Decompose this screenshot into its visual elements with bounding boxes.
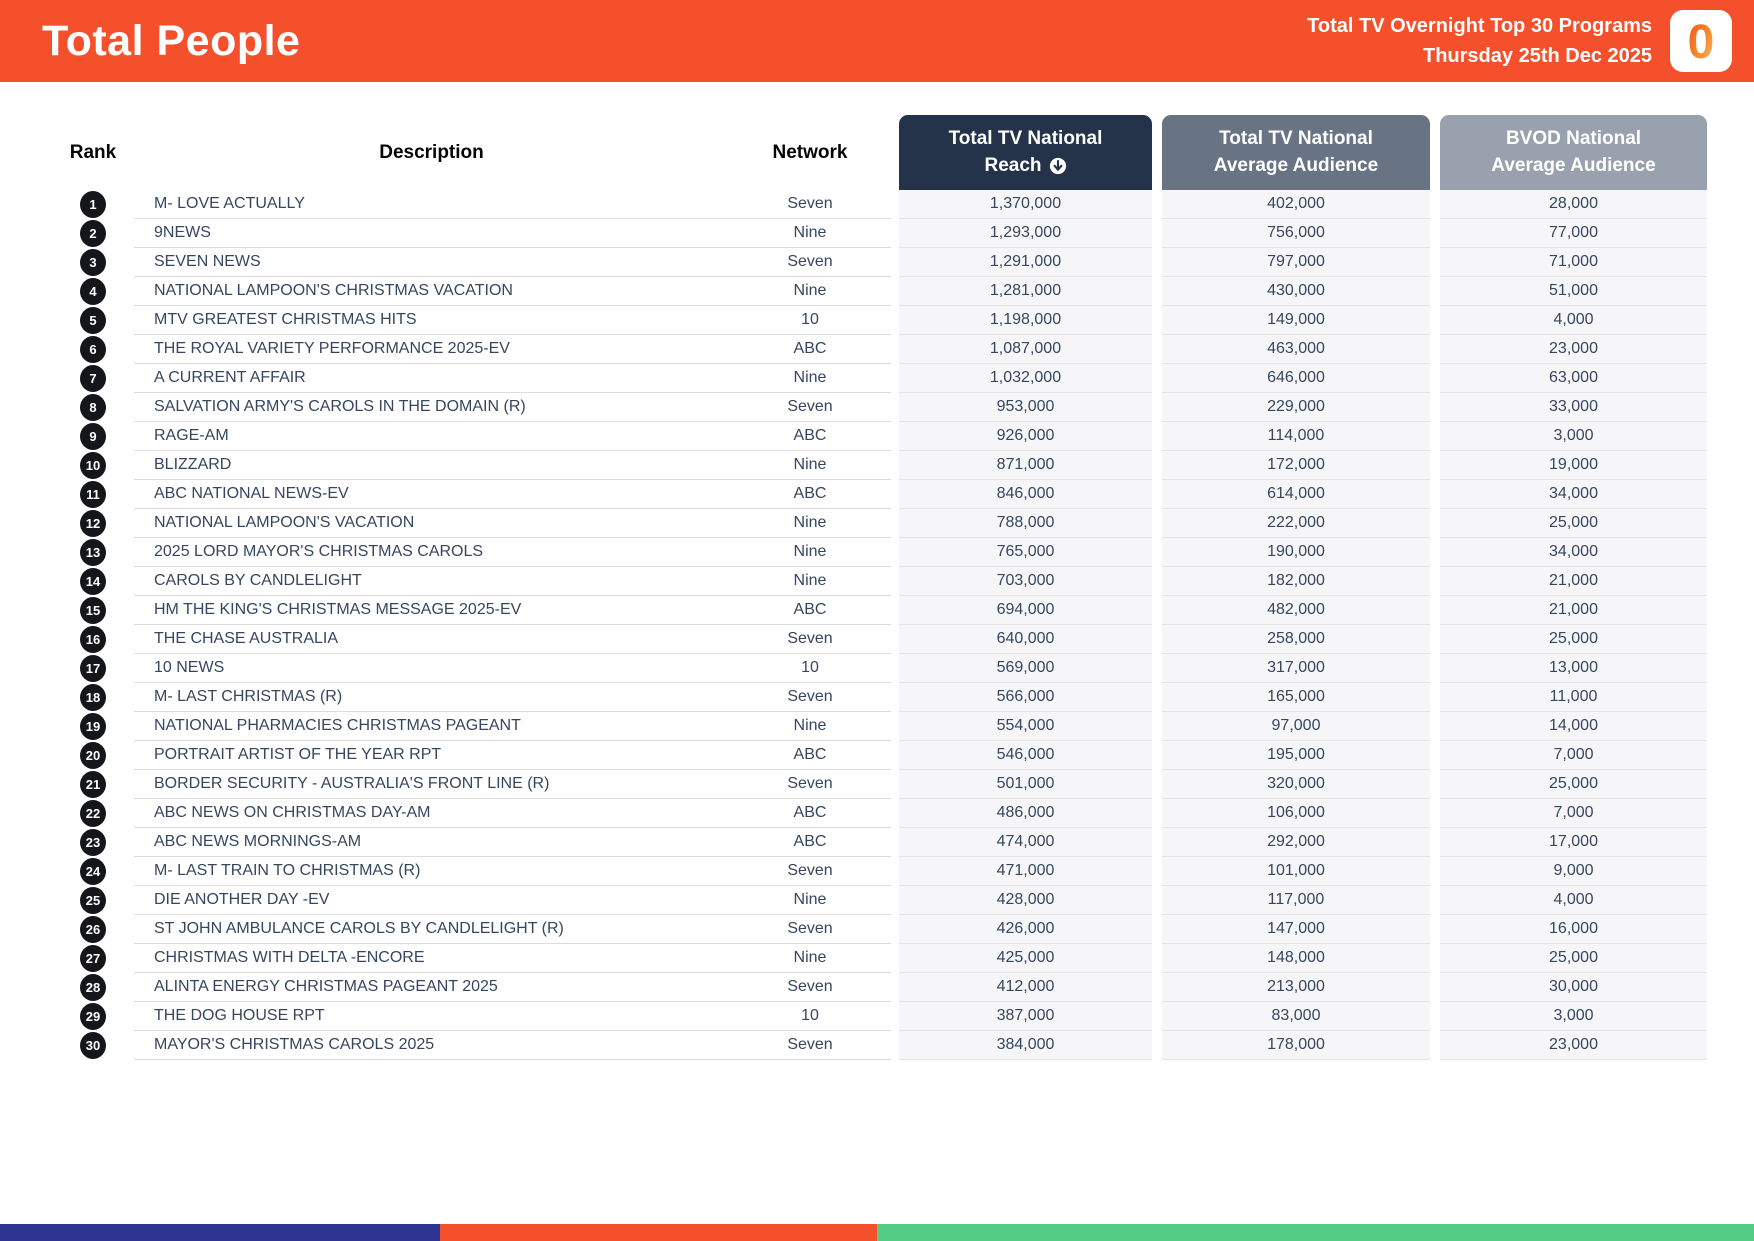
program-network: ABC (729, 828, 891, 857)
program-description: ABC NEWS ON CHRISTMAS DAY-AM (134, 799, 729, 828)
rank-cell (52, 393, 134, 422)
reach-header-line1: Total TV National (948, 127, 1103, 149)
table-header-row (52, 115, 1754, 190)
total-tv-national-average-audience-value: 756,000 (1162, 219, 1430, 248)
table-row (52, 306, 1754, 335)
total-tv-national-reach-value: 501,000 (899, 770, 1152, 799)
program-network: Seven (729, 857, 891, 886)
bvod-national-average-audience-value: 25,000 (1440, 509, 1707, 538)
table-row (52, 973, 1754, 1002)
program-description: A CURRENT AFFAIR (134, 364, 729, 393)
rank-cell (52, 712, 134, 741)
program-description: BORDER SECURITY - AUSTRALIA'S FRONT LINE (R) (134, 770, 729, 799)
program-description: 9NEWS (134, 219, 729, 248)
bvod-national-average-audience-value: 23,000 (1440, 335, 1707, 364)
total-tv-national-reach-value: 426,000 (899, 915, 1152, 944)
rank-badge: 1 (80, 191, 106, 218)
table-row (52, 625, 1754, 654)
total-tv-national-reach-value: 412,000 (899, 973, 1152, 1002)
table-row (52, 335, 1754, 364)
program-network: Seven (729, 248, 891, 277)
bvod-national-average-audience-value: 3,000 (1440, 422, 1707, 451)
total-tv-national-average-audience-value: 148,000 (1162, 944, 1430, 973)
column-header-bvod-national-average-audience (1440, 115, 1707, 190)
program-description: M- LAST TRAIN TO CHRISTMAS (R) (134, 857, 729, 886)
rank-cell (52, 335, 134, 364)
total-tv-national-reach-value: 953,000 (899, 393, 1152, 422)
rank-cell (52, 509, 134, 538)
rank-badge: 24 (80, 858, 106, 885)
total-tv-national-average-audience-value: 114,000 (1162, 422, 1430, 451)
bvod-national-average-audience-value: 25,000 (1440, 944, 1707, 973)
total-tv-national-reach-value: 471,000 (899, 857, 1152, 886)
program-description: THE ROYAL VARIETY PERFORMANCE 2025-EV (134, 335, 729, 364)
avg-header-line2: Average Audience (1213, 154, 1379, 176)
footer-color-bar (0, 1224, 1754, 1241)
report-subtitle-line1: Total TV Overnight Top 30 Programs (1307, 15, 1652, 37)
program-description: SALVATION ARMY'S CAROLS IN THE DOMAIN (R) (134, 393, 729, 422)
table-body (52, 190, 1754, 1060)
bvod-national-average-audience-value: 3,000 (1440, 1002, 1707, 1031)
top30-table (0, 115, 1754, 1060)
table-row (52, 712, 1754, 741)
program-network: Seven (729, 683, 891, 712)
program-network: Nine (729, 567, 891, 596)
rank-cell (52, 480, 134, 509)
program-network: Nine (729, 219, 891, 248)
total-tv-national-average-audience-value: 106,000 (1162, 799, 1430, 828)
bvod-national-average-audience-value: 63,000 (1440, 364, 1707, 393)
total-tv-national-average-audience-value: 614,000 (1162, 480, 1430, 509)
total-tv-national-average-audience-value: 213,000 (1162, 973, 1430, 1002)
bvod-national-average-audience-value: 25,000 (1440, 770, 1707, 799)
bvod-national-average-audience-value: 34,000 (1440, 538, 1707, 567)
rank-cell (52, 886, 134, 915)
table-row (52, 828, 1754, 857)
total-tv-national-reach-value: 384,000 (899, 1031, 1152, 1060)
table-row (52, 538, 1754, 567)
rank-badge: 3 (80, 249, 106, 276)
bvod-header-line1: BVOD National (1505, 127, 1642, 149)
program-description: ABC NATIONAL NEWS-EV (134, 480, 729, 509)
total-tv-national-average-audience-value: 147,000 (1162, 915, 1430, 944)
bvod-national-average-audience-value: 21,000 (1440, 596, 1707, 625)
bvod-national-average-audience-value: 25,000 (1440, 625, 1707, 654)
total-tv-national-reach-value: 926,000 (899, 422, 1152, 451)
total-tv-national-reach-value: 1,032,000 (899, 364, 1152, 393)
program-network: Seven (729, 915, 891, 944)
rank-badge: 16 (80, 626, 106, 653)
total-tv-national-average-audience-value: 97,000 (1162, 712, 1430, 741)
total-tv-national-average-audience-value: 258,000 (1162, 625, 1430, 654)
total-tv-national-average-audience-value: 229,000 (1162, 393, 1430, 422)
total-tv-national-reach-value: 846,000 (899, 480, 1152, 509)
table-row (52, 451, 1754, 480)
table-row (52, 567, 1754, 596)
total-tv-national-average-audience-value: 178,000 (1162, 1031, 1430, 1060)
program-description: BLIZZARD (134, 451, 729, 480)
bvod-national-average-audience-value: 51,000 (1440, 277, 1707, 306)
table-row (52, 1031, 1754, 1060)
rank-badge: 12 (80, 510, 106, 537)
total-tv-national-reach-value: 546,000 (899, 741, 1152, 770)
program-network: Seven (729, 393, 891, 422)
total-tv-national-average-audience-value: 292,000 (1162, 828, 1430, 857)
program-description: MAYOR'S CHRISTMAS CAROLS 2025 (134, 1031, 729, 1060)
bvod-national-average-audience-value: 23,000 (1440, 1031, 1707, 1060)
table-row (52, 480, 1754, 509)
rank-cell (52, 219, 134, 248)
rank-cell (52, 596, 134, 625)
program-description: NATIONAL PHARMACIES CHRISTMAS PAGEANT (134, 712, 729, 741)
program-description: THE DOG HOUSE RPT (134, 1002, 729, 1031)
program-description: 10 NEWS (134, 654, 729, 683)
program-description: PORTRAIT ARTIST OF THE YEAR RPT (134, 741, 729, 770)
program-description: ST JOHN AMBULANCE CAROLS BY CANDLELIGHT (R) (134, 915, 729, 944)
column-header-rank: Rank (69, 141, 117, 163)
rank-cell (52, 857, 134, 886)
bvod-national-average-audience-value: 33,000 (1440, 393, 1707, 422)
oztam-logo-zero-icon (1679, 13, 1723, 69)
table-row (52, 654, 1754, 683)
total-tv-national-average-audience-value: 172,000 (1162, 451, 1430, 480)
table-row (52, 799, 1754, 828)
rank-badge: 25 (80, 887, 106, 914)
program-description: SEVEN NEWS (134, 248, 729, 277)
rank-badge: 19 (80, 713, 106, 740)
total-tv-national-average-audience-value: 190,000 (1162, 538, 1430, 567)
program-description: M- LAST CHRISTMAS (R) (134, 683, 729, 712)
program-description: NATIONAL LAMPOON'S CHRISTMAS VACATION (134, 277, 729, 306)
rank-badge: 5 (80, 307, 106, 334)
column-header-total-tv-national-average-audience (1162, 115, 1430, 190)
total-tv-national-reach-value: 640,000 (899, 625, 1152, 654)
total-tv-national-reach-value: 703,000 (899, 567, 1152, 596)
table-row (52, 741, 1754, 770)
program-network: 10 (729, 306, 891, 335)
bvod-national-average-audience-value: 28,000 (1440, 190, 1707, 219)
report-header (0, 0, 1754, 82)
bvod-header-line2: Average Audience (1491, 154, 1656, 176)
report-subtitle (1307, 11, 1652, 71)
total-tv-national-reach-value: 474,000 (899, 828, 1152, 857)
footer-bar-segment-green (877, 1224, 1754, 1241)
rank-cell (52, 828, 134, 857)
program-network: Nine (729, 364, 891, 393)
rank-cell (52, 770, 134, 799)
bvod-national-average-audience-value: 4,000 (1440, 306, 1707, 335)
bvod-national-average-audience-value: 4,000 (1440, 886, 1707, 915)
program-network: Nine (729, 451, 891, 480)
rank-cell (52, 944, 134, 973)
table-row (52, 886, 1754, 915)
total-tv-national-reach-value: 871,000 (899, 451, 1152, 480)
total-tv-national-average-audience-value: 101,000 (1162, 857, 1430, 886)
total-tv-national-reach-value: 486,000 (899, 799, 1152, 828)
table-row (52, 683, 1754, 712)
program-network: Seven (729, 973, 891, 1002)
table-row (52, 219, 1754, 248)
rank-cell (52, 538, 134, 567)
total-tv-national-average-audience-value: 317,000 (1162, 654, 1430, 683)
rank-cell (52, 654, 134, 683)
rank-badge: 26 (80, 916, 106, 943)
total-tv-national-reach-value: 1,293,000 (899, 219, 1152, 248)
column-header-network: Network (772, 141, 848, 163)
rank-badge: 30 (80, 1032, 106, 1059)
program-description: MTV GREATEST CHRISTMAS HITS (134, 306, 729, 335)
rank-badge: 28 (80, 974, 106, 1001)
table-row (52, 422, 1754, 451)
table-row (52, 248, 1754, 277)
total-tv-national-average-audience-value: 195,000 (1162, 741, 1430, 770)
total-tv-national-average-audience-value: 320,000 (1162, 770, 1430, 799)
program-network: Nine (729, 277, 891, 306)
bvod-national-average-audience-value: 30,000 (1440, 973, 1707, 1002)
total-tv-national-reach-value: 788,000 (899, 509, 1152, 538)
bvod-national-average-audience-value: 17,000 (1440, 828, 1707, 857)
footer-bar-segment-orange (440, 1224, 877, 1241)
table-row (52, 915, 1754, 944)
program-description: ALINTA ENERGY CHRISTMAS PAGEANT 2025 (134, 973, 729, 1002)
rank-badge: 29 (80, 1003, 106, 1030)
program-network: Seven (729, 190, 891, 219)
bvod-national-average-audience-value: 14,000 (1440, 712, 1707, 741)
rank-badge: 13 (80, 539, 106, 566)
bvod-national-average-audience-value: 16,000 (1440, 915, 1707, 944)
svg-text:0: 0 (1687, 16, 1715, 69)
program-network: Nine (729, 712, 891, 741)
total-tv-national-average-audience-value: 482,000 (1162, 596, 1430, 625)
rank-cell (52, 1031, 134, 1060)
rank-cell (52, 973, 134, 1002)
total-tv-national-average-audience-value: 83,000 (1162, 1002, 1430, 1031)
rank-cell (52, 625, 134, 654)
program-network: Nine (729, 509, 891, 538)
program-network: ABC (729, 741, 891, 770)
bvod-national-average-audience-value: 21,000 (1440, 567, 1707, 596)
bvod-national-average-audience-value: 77,000 (1440, 219, 1707, 248)
rank-badge: 14 (80, 568, 106, 595)
bvod-national-average-audience-value: 7,000 (1440, 799, 1707, 828)
program-network: ABC (729, 596, 891, 625)
program-network: Seven (729, 625, 891, 654)
table-row (52, 190, 1754, 219)
rank-cell (52, 567, 134, 596)
bvod-national-average-audience-value: 34,000 (1440, 480, 1707, 509)
program-network: 10 (729, 654, 891, 683)
rank-cell (52, 364, 134, 393)
rank-cell (52, 422, 134, 451)
rank-cell (52, 1002, 134, 1031)
rank-cell (52, 306, 134, 335)
program-network: Seven (729, 1031, 891, 1060)
rank-badge: 8 (80, 394, 106, 421)
program-network: Seven (729, 770, 891, 799)
total-tv-national-reach-value: 1,370,000 (899, 190, 1152, 219)
program-network: Nine (729, 538, 891, 567)
total-tv-national-average-audience-value: 117,000 (1162, 886, 1430, 915)
program-description: CAROLS BY CANDLELIGHT (134, 567, 729, 596)
total-tv-national-average-audience-value: 430,000 (1162, 277, 1430, 306)
rank-cell (52, 451, 134, 480)
rank-badge: 6 (80, 336, 106, 363)
table-row (52, 277, 1754, 306)
rank-cell (52, 741, 134, 770)
rank-cell (52, 915, 134, 944)
total-tv-national-average-audience-value: 463,000 (1162, 335, 1430, 364)
rank-badge: 23 (80, 829, 106, 856)
bvod-national-average-audience-value: 71,000 (1440, 248, 1707, 277)
rank-badge: 10 (80, 452, 106, 479)
program-description: DIE ANOTHER DAY -EV (134, 886, 729, 915)
total-tv-national-average-audience-value: 797,000 (1162, 248, 1430, 277)
column-header-description: Description (379, 141, 484, 163)
table-row (52, 944, 1754, 973)
total-tv-national-reach-value: 428,000 (899, 886, 1152, 915)
program-description: CHRISTMAS WITH DELTA -ENCORE (134, 944, 729, 973)
rank-badge: 9 (80, 423, 106, 450)
program-description: NATIONAL LAMPOON'S VACATION (134, 509, 729, 538)
table-row (52, 1002, 1754, 1031)
rank-cell (52, 799, 134, 828)
reach-header-line2: Reach (984, 154, 1042, 176)
bvod-national-average-audience-value: 9,000 (1440, 857, 1707, 886)
rank-cell (52, 277, 134, 306)
rank-badge: 2 (80, 220, 106, 247)
bvod-national-average-audience-value: 7,000 (1440, 741, 1707, 770)
program-network: 10 (729, 1002, 891, 1031)
program-network: ABC (729, 335, 891, 364)
total-tv-national-reach-value: 1,291,000 (899, 248, 1152, 277)
total-tv-national-reach-value: 554,000 (899, 712, 1152, 741)
program-description: THE CHASE AUSTRALIA (134, 625, 729, 654)
total-tv-national-reach-value: 387,000 (899, 1002, 1152, 1031)
rank-cell (52, 190, 134, 219)
rank-badge: 21 (80, 771, 106, 798)
total-tv-national-average-audience-value: 646,000 (1162, 364, 1430, 393)
bvod-national-average-audience-value: 11,000 (1440, 683, 1707, 712)
program-description: 2025 LORD MAYOR'S CHRISTMAS CAROLS (134, 538, 729, 567)
program-network: ABC (729, 480, 891, 509)
circle-arrow-down-icon[interactable] (1049, 157, 1067, 175)
program-network: ABC (729, 799, 891, 828)
report-subtitle-line2: Thursday 25th Dec 2025 (1423, 45, 1652, 67)
rank-badge: 20 (80, 742, 106, 769)
total-tv-national-reach-value: 425,000 (899, 944, 1152, 973)
total-tv-national-reach-value: 566,000 (899, 683, 1152, 712)
total-tv-national-average-audience-value: 165,000 (1162, 683, 1430, 712)
table-row (52, 596, 1754, 625)
rank-badge: 4 (80, 278, 106, 305)
total-tv-national-reach-value: 1,281,000 (899, 277, 1152, 306)
total-tv-national-reach-value: 694,000 (899, 596, 1152, 625)
footer-bar-segment-indigo (0, 1224, 440, 1241)
rank-badge: 11 (80, 481, 106, 508)
bvod-national-average-audience-value: 13,000 (1440, 654, 1707, 683)
program-network: Nine (729, 944, 891, 973)
total-tv-national-reach-value: 1,198,000 (899, 306, 1152, 335)
table-row (52, 509, 1754, 538)
rank-badge: 15 (80, 597, 106, 624)
program-description: RAGE-AM (134, 422, 729, 451)
total-tv-national-average-audience-value: 222,000 (1162, 509, 1430, 538)
total-tv-national-average-audience-value: 402,000 (1162, 190, 1430, 219)
oztam-logo (1670, 10, 1732, 72)
program-description: ABC NEWS MORNINGS-AM (134, 828, 729, 857)
avg-header-line1: Total TV National (1219, 127, 1373, 149)
program-description: HM THE KING'S CHRISTMAS MESSAGE 2025-EV (134, 596, 729, 625)
table-row (52, 770, 1754, 799)
rank-badge: 7 (80, 365, 106, 392)
bvod-national-average-audience-value: 19,000 (1440, 451, 1707, 480)
rank-badge: 27 (80, 945, 106, 972)
total-tv-national-reach-value: 765,000 (899, 538, 1152, 567)
program-network: Nine (729, 886, 891, 915)
column-header-total-tv-national-reach (899, 115, 1152, 190)
rank-badge: 17 (80, 655, 106, 682)
total-tv-national-average-audience-value: 182,000 (1162, 567, 1430, 596)
program-description: M- LOVE ACTUALLY (134, 190, 729, 219)
table-row (52, 393, 1754, 422)
page-title: Total People (42, 16, 301, 65)
total-tv-national-reach-value: 569,000 (899, 654, 1152, 683)
total-tv-national-reach-value: 1,087,000 (899, 335, 1152, 364)
rank-cell (52, 683, 134, 712)
table-row (52, 364, 1754, 393)
rank-badge: 22 (80, 800, 106, 827)
rank-cell (52, 248, 134, 277)
rank-badge: 18 (80, 684, 106, 711)
table-row (52, 857, 1754, 886)
program-network: ABC (729, 422, 891, 451)
total-tv-national-average-audience-value: 149,000 (1162, 306, 1430, 335)
